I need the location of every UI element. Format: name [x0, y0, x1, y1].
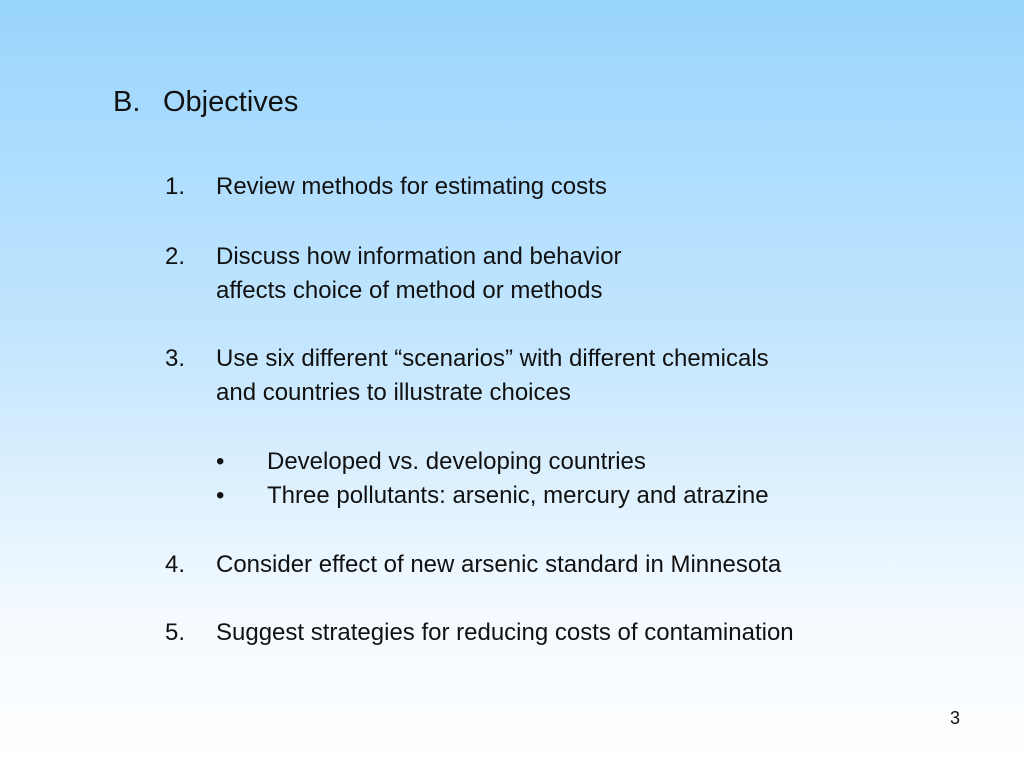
objective-text: Discuss how information and behavior — [216, 243, 622, 270]
bullet-icon: • — [216, 448, 225, 475]
bullet-icon: • — [216, 482, 225, 509]
bullet-text: Three pollutants: arsenic, mercury and atrazine — [267, 482, 769, 509]
objective-text: Use six different “scenarios” with different chemicals — [216, 345, 769, 372]
page-number: 3 — [950, 708, 961, 728]
bullet-text: Developed vs. developing countries — [267, 448, 646, 475]
objective-number: 3. — [165, 345, 186, 372]
objective-text: and countries to illustrate choices — [216, 379, 571, 406]
objective-text: Consider effect of new arsenic standard in Minnesota — [216, 551, 782, 578]
objective-text: Review methods for estimating costs — [216, 173, 607, 200]
objective-text: affects choice of method or methods — [216, 277, 603, 304]
section-heading — [113, 84, 298, 120]
section-title: Objectives — [163, 86, 299, 118]
objective-number: 1. — [165, 173, 186, 200]
objective-text: Suggest strategies for reducing costs of contamination — [216, 619, 794, 646]
section-letter: B. — [113, 86, 141, 118]
objective-number: 5. — [165, 619, 186, 646]
objective-number: 4. — [165, 551, 186, 578]
objective-number: 2. — [165, 243, 186, 270]
